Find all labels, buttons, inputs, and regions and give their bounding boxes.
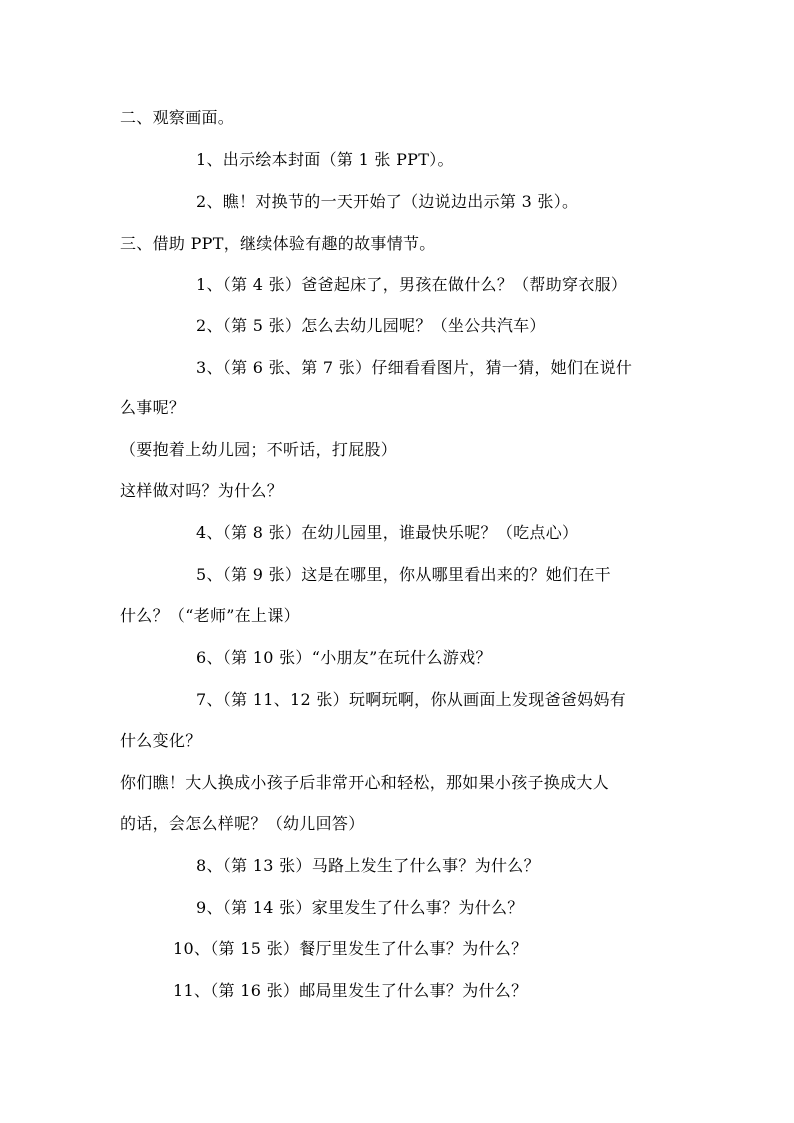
list-item: 2、（第 5 张）怎么去幼儿园呢？（坐公共汽车） [196, 316, 546, 335]
paragraph-line: 什么？（“老师”在上课） [120, 606, 300, 625]
list-item: 10、（第 15 张）餐厅里发生了什么事？为什么？ [173, 939, 528, 958]
list-item: 9、（第 14 张）家里发生了什么事？为什么？ [196, 898, 524, 917]
paragraph-line: （要抱着上幼儿园；不听话，打屁股） [120, 440, 398, 459]
list-item: 2、瞧！对换节的一天开始了（边说边出示第 3 张）。 [196, 192, 579, 211]
list-item: 5、（第 9 张）这是在哪里，你从哪里看出来的？她们在干 [196, 565, 611, 584]
list-item: 1、（第 4 张）爸爸起床了，男孩在做什么？（帮助穿衣服） [196, 275, 628, 294]
paragraph-line: 么事呢？ [120, 398, 186, 417]
section-heading-observe: 二、观察画面。 [120, 108, 235, 127]
list-item: 4、（第 8 张）在幼儿园里，谁最快乐呢？（吃点心） [196, 523, 579, 542]
list-item: 1、出示绘本封面（第 1 张 PPT）。 [196, 150, 454, 169]
list-item: 8、（第 13 张）马路上发生了什么事？为什么？ [196, 856, 540, 875]
paragraph-line: 的话，会怎么样呢？（幼儿回答） [120, 814, 365, 833]
list-item: 3、（第 6 张、第 7 张）仔细看看图片，猜一猜，她们在说什 [196, 358, 633, 377]
paragraph-line: 这样做对吗？为什么？ [120, 481, 284, 500]
paragraph-line: 你们瞧！大人换成小孩子后非常开心和轻松，那如果小孩子换成大人 [120, 773, 610, 792]
list-item: 6、（第 10 张）“小朋友”在玩什么游戏？ [196, 648, 492, 667]
list-item: 7、（第 11、12 张）玩啊玩啊，你从画面上发现爸爸妈妈有 [196, 690, 627, 709]
paragraph-line: 什么变化？ [120, 731, 202, 750]
section-heading-story: 三、借助 PPT，继续体验有趣的故事情节。 [120, 234, 436, 253]
list-item: 11、（第 16 张）邮局里发生了什么事？为什么？ [173, 981, 528, 1000]
